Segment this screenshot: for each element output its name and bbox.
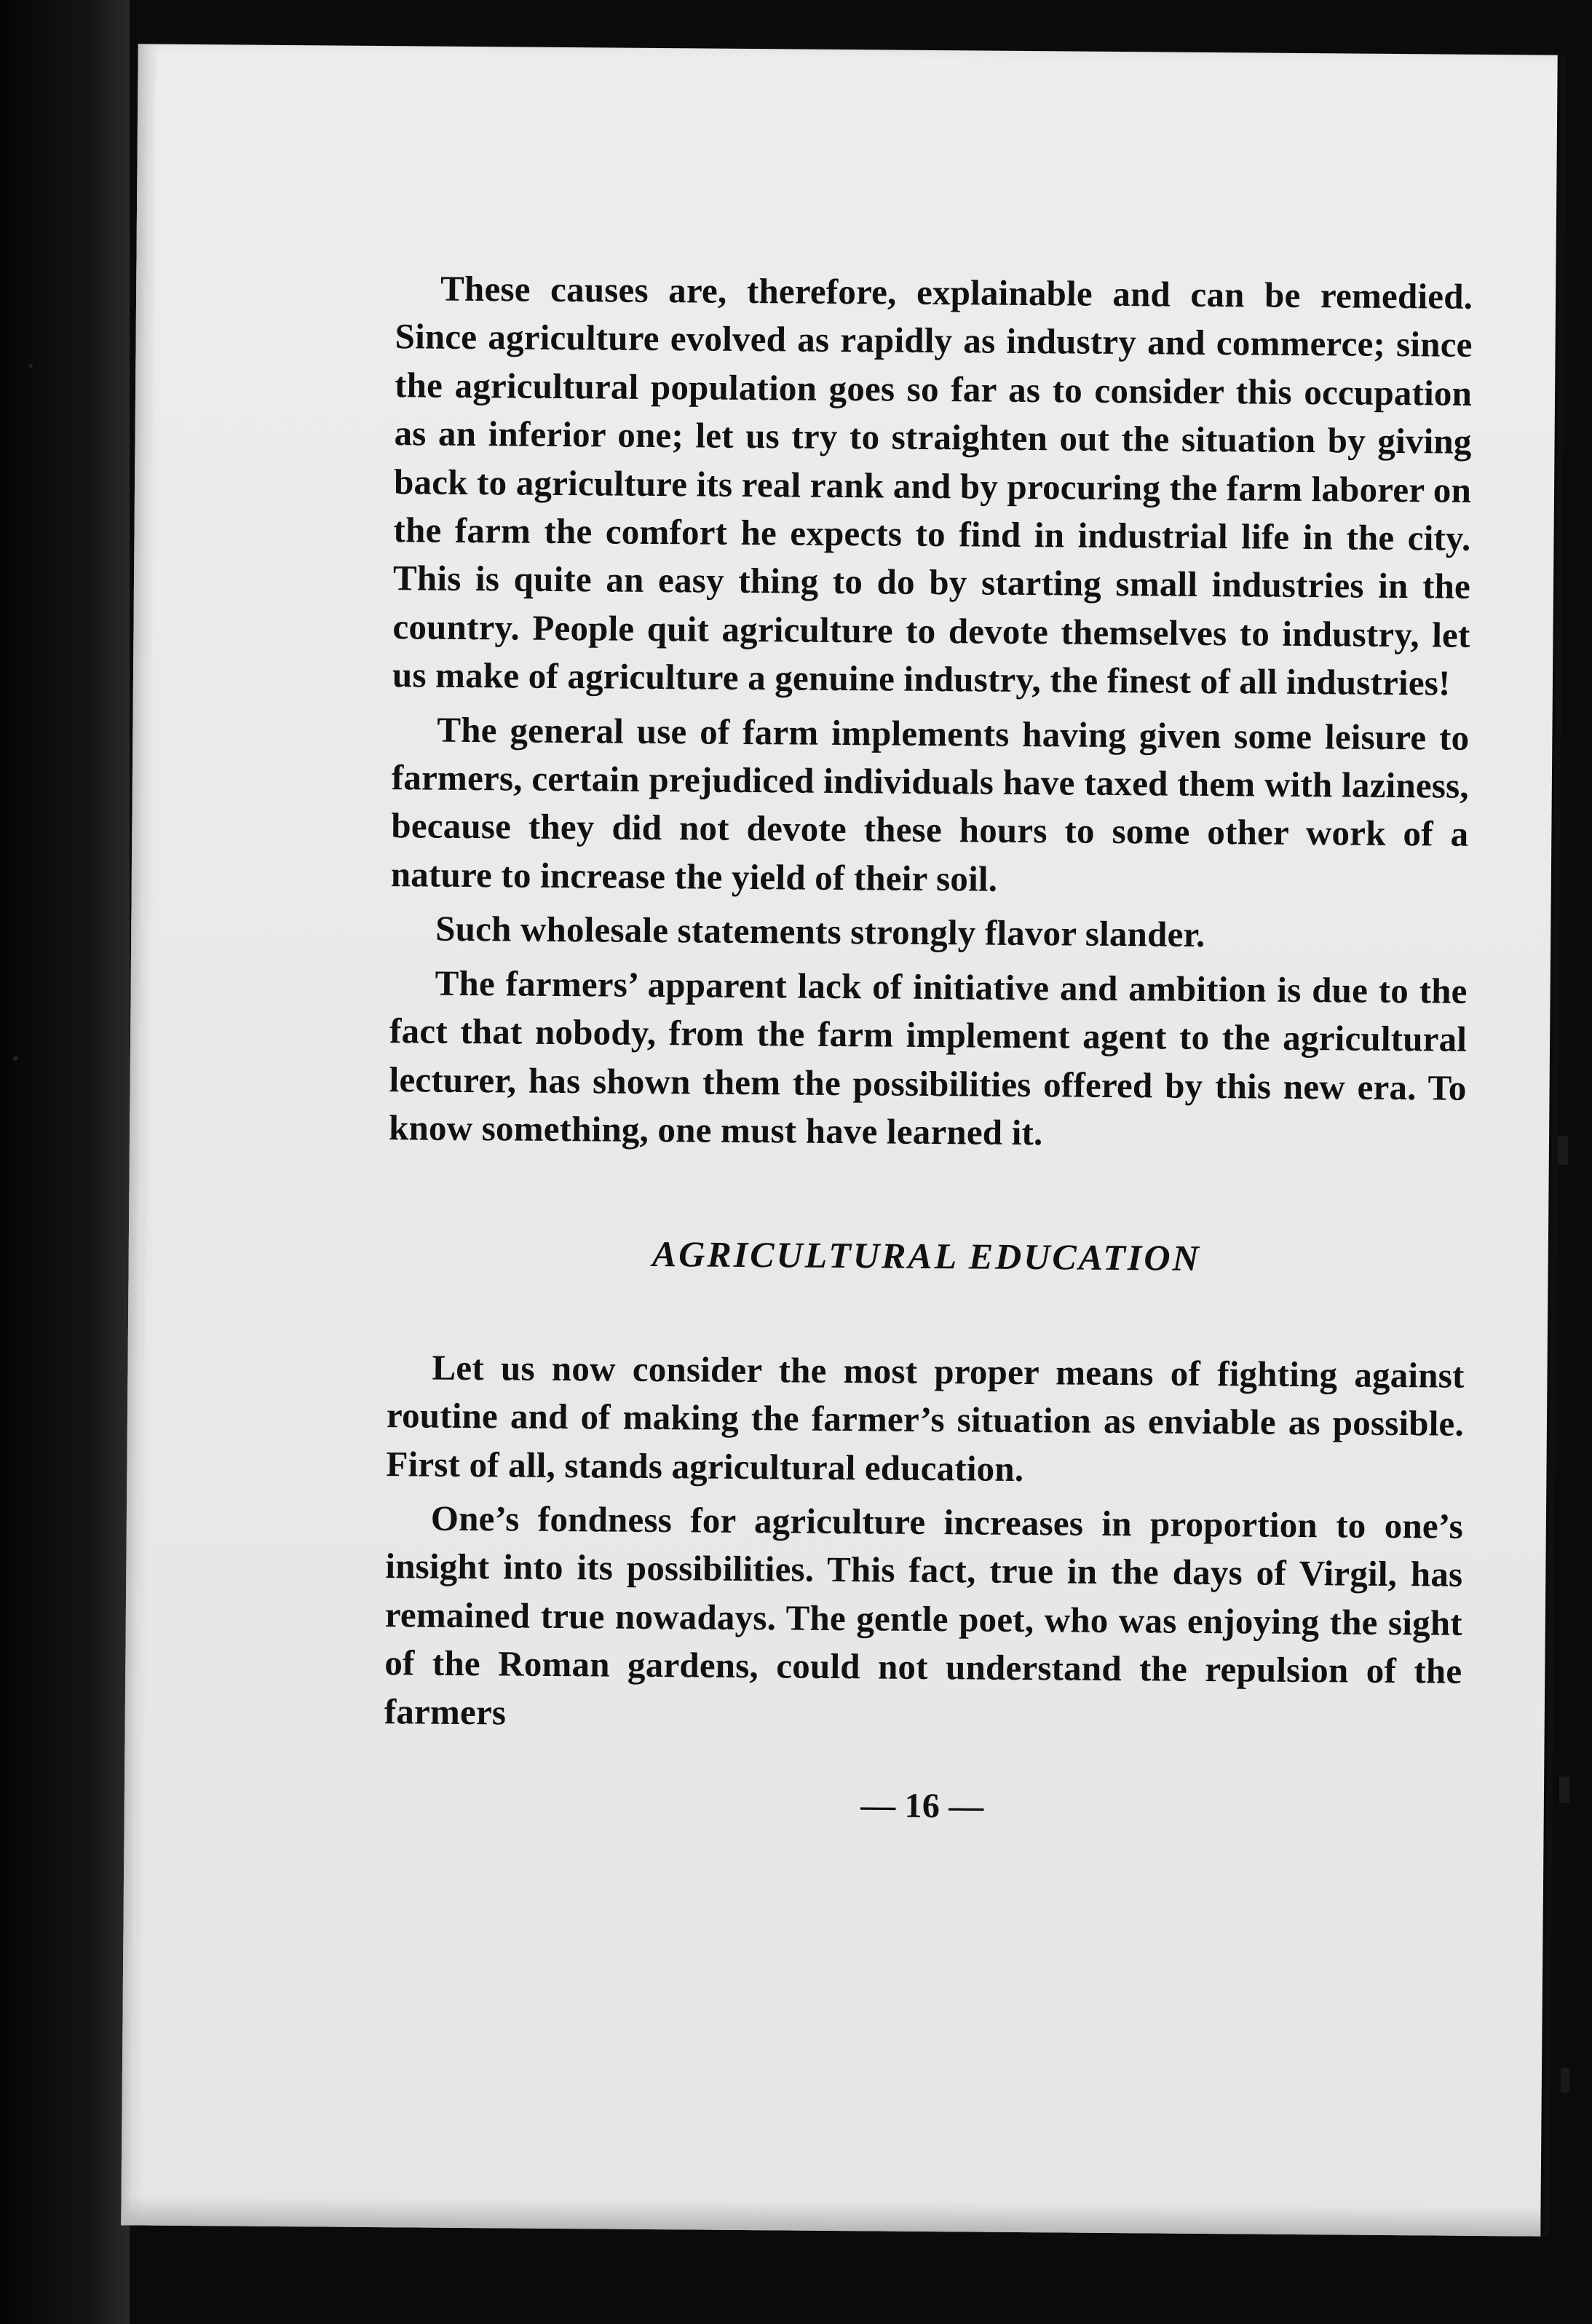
speck-mark (13, 1056, 18, 1061)
book-page (121, 44, 1557, 2236)
binding-tick-mark (1559, 1776, 1569, 1803)
paragraph-3: Such wholesale statements strongly flavor slander. (435, 908, 1205, 955)
page-bottom-edge (121, 2196, 1540, 2236)
binding-tick-mark (1561, 2068, 1569, 2092)
page-number: — 16 — (860, 1786, 984, 1826)
page-body (384, 264, 1473, 1835)
binding-tick-mark (1558, 1136, 1568, 1165)
scan-left-shadow (0, 0, 130, 2324)
paragraph-2: The general use of farm implements having given some leisure to farmers, certain prejudiced individuals have taxed them with laziness, because they did not devote these hours to some other work of a nature to increase the yield of their soil. (390, 709, 1470, 899)
speck-mark (29, 364, 33, 368)
paragraph-5: Let us now consider the most proper means of fighting against routine and of making the farmer’s situation as enviable as possible. First of all, stands agricultural education. (386, 1347, 1465, 1489)
paragraph-6: One’s fondness for agriculture increases in proportion to one’s insight into its possibilities. This fact, true in the days of Virgil, has remained true nowadays. The gentle poet, who was enjoying the sight of the Roman gardens, could not understand the repulsion of the farmers (384, 1498, 1464, 1732)
paragraph-4: The farmers’ apparent lack of initiative and ambition is due to the fact that nobody, from the farm implement agent to the agricultural lecturer, has shown them the possibilities offered by this new era. To know something, one must have learned it. (388, 963, 1468, 1153)
paragraph-1: These causes are, therefore, explainable and can be remedied. Since agriculture evolved as rapidly as industry and commerce; since the agricultural population goes so far as to consider this occupation as an inferior one; let us try to straighten out the situation by giving back to agriculture its real rank and by procuring the farm laborer on the farm the comfort he expects to find in industrial life in the city. This is quite an easy thing to do by starting small industries in the country. People quit agriculture to devote themselves to industry, let us make of agriculture a genuine industry, the finest of all industries! (392, 268, 1473, 703)
section-heading: AGRICULTURAL EDUCATION (652, 1233, 1201, 1279)
